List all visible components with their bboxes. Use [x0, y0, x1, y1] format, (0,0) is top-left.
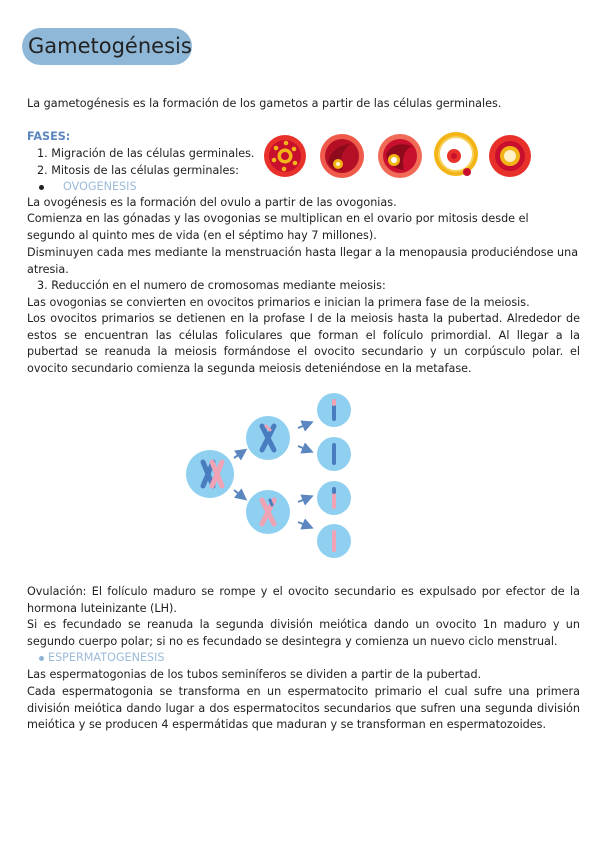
espermatogenesis-paragraph-2: Cada espermatogonia se transforma en un espermatocito primario el cual sufre una primera división meiótica dando lugar a dos espermatocitos secundarios que sufren una segunda división meiótica y se producen 4 espermátidas que maduran y se transforman en espermatozoides. [27, 685, 580, 732]
gamete-2-icon [317, 437, 351, 471]
parent-cell-icon [186, 450, 234, 498]
corpus-luteum-icon [489, 135, 531, 177]
ovogenesis-paragraph-5: Los ovocitos primarios se detienen en la profase I de la meiosis hasta la pubertad. Alrededor de estos se encuentran las células foliculares que forman el folículo primordial. Al llegar a la pubertad se reanuda la meiosis formándose el ovocito secundario y un corpúsculo polar. el ovocito secundario comienza la segunda meiosis deteniéndose en la metafase. [27, 312, 580, 375]
daughter-cell-2-icon [246, 490, 290, 534]
meiosis-diagram [186, 388, 356, 560]
follicle-mature-icon [434, 132, 478, 176]
gamete-4-icon [317, 524, 351, 558]
arrow-icon [298, 522, 310, 527]
arrow-icon [298, 497, 310, 502]
fase-2: 2. Mitosis de las células germinales: [37, 164, 239, 177]
arrow-icon [234, 451, 244, 458]
bullet-icon [39, 656, 44, 661]
ovogenesis-paragraph-1: La ovogénesis es la formación del ovulo a partir de las ovogonias. [27, 196, 397, 209]
arrow-icon [234, 490, 244, 498]
fase-3: 3. Reducción en el numero de cromosomas mediante meiosis: [37, 279, 386, 292]
daughter-cell-1-icon [246, 416, 290, 460]
espermatogenesis-heading: ESPERMATOGENESIS [48, 651, 165, 664]
ovogenesis-paragraph-2: Comienza en las gónadas y las ovogonias se multiplican en el ovario por mitosis desde el segundo al quinto mes de vida (en el séptimo hay 7 millones). [27, 212, 529, 242]
arrow-icon [298, 446, 310, 451]
ovogenesis-heading: OVOGENESIS [63, 180, 137, 193]
fecundacion-paragraph: Si es fecundado se reanuda la segunda división meiótica dando un ovocito 1n maduro y un segundo cuerpo polar; si no es fecundado se desintegra y comienza un nuevo ciclo menstrual. [27, 618, 580, 648]
fase-1: 1. Migración de las células germinales. [37, 147, 255, 160]
gamete-3-icon [317, 481, 351, 515]
ovogenesis-paragraph-3: Disminuyen cada mes mediante la menstruación hasta llegar a la menopausia produciéndose una atresia. [27, 246, 579, 276]
page-title: Gametogénesis [22, 28, 192, 65]
ovogenesis-paragraph-4: Las ovogonias se convierten en ovocitos primarios e inician la primera fase de la meiosis. [27, 296, 530, 309]
arrow-icon [298, 423, 310, 428]
ovulacion-paragraph: Ovulación: El folículo maduro se rompe y el ovocito secundario es expulsado por efector de la hormona luteinizante (LH). [27, 585, 580, 615]
follicle-primordial-icon [264, 135, 306, 177]
follicle-secondary-icon [378, 134, 422, 178]
espermatogenesis-paragraph-1: Las espermatogonias de los tubos seminíferos se dividen a partir de la pubertad. [27, 668, 482, 681]
follicle-primary-icon [320, 134, 364, 178]
gamete-1-icon [317, 393, 351, 427]
follicle-stages-illustration [262, 132, 534, 180]
intro-paragraph: La gametogénesis es la formación de los gametos a partir de las células germinales. [27, 97, 502, 110]
bullet-icon [39, 185, 44, 190]
fases-label: FASES: [27, 130, 71, 143]
